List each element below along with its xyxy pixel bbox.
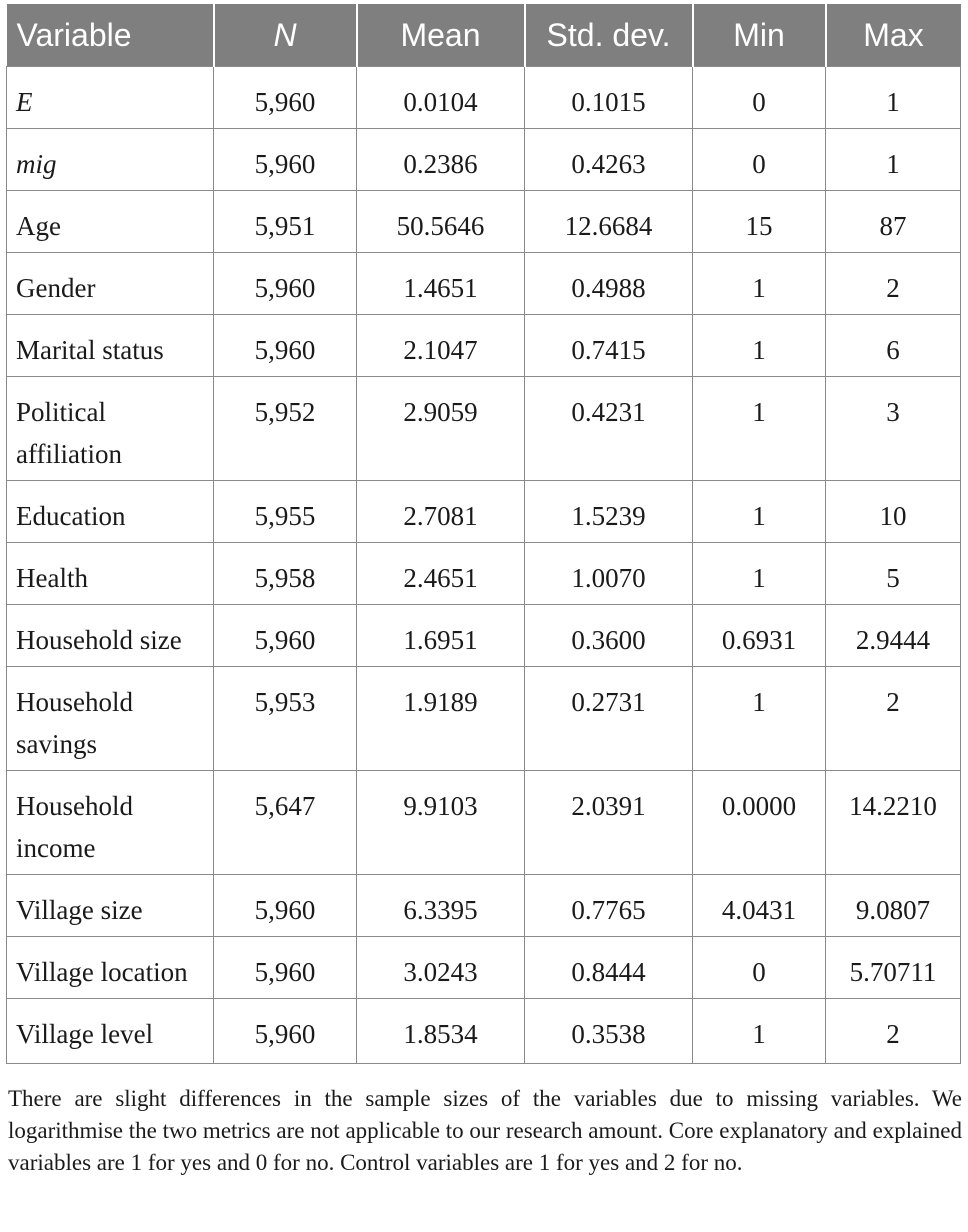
- table-row: [7, 191, 961, 253]
- table-row: [7, 481, 961, 543]
- table-row: [7, 543, 961, 605]
- table-row: [7, 377, 961, 481]
- cell-max: 10: [826, 481, 961, 543]
- cell-min: 1: [693, 481, 826, 543]
- cell-min: 1: [693, 315, 826, 377]
- cell-mean: 0.2386: [357, 129, 525, 191]
- cell-n: 5,955: [214, 481, 357, 543]
- cell-mean: 2.9059: [357, 377, 525, 481]
- cell-min: 0: [693, 129, 826, 191]
- cell-n: 5,960: [214, 253, 357, 315]
- cell-min: 1: [693, 253, 826, 315]
- header-min: Min: [693, 4, 826, 67]
- cell-variable: Political affiliation: [7, 377, 214, 481]
- cell-n: 5,960: [214, 129, 357, 191]
- cell-variable: Village location: [7, 937, 214, 999]
- header-std-dev: Std. dev.: [525, 4, 693, 67]
- cell-std-dev: 0.1015: [525, 67, 693, 129]
- cell-max: 1: [826, 129, 961, 191]
- cell-variable: Village level: [7, 999, 214, 1064]
- cell-mean: 3.0243: [357, 937, 525, 999]
- cell-variable: mig: [7, 129, 214, 191]
- cell-n: 5,960: [214, 937, 357, 999]
- cell-max: 87: [826, 191, 961, 253]
- cell-std-dev: 2.0391: [525, 771, 693, 875]
- cell-mean: 9.9103: [357, 771, 525, 875]
- cell-min: 0.0000: [693, 771, 826, 875]
- cell-min: 15: [693, 191, 826, 253]
- cell-std-dev: 0.4231: [525, 377, 693, 481]
- cell-std-dev: 0.2731: [525, 667, 693, 771]
- cell-variable: Household savings: [7, 667, 214, 771]
- cell-std-dev: 0.8444: [525, 937, 693, 999]
- cell-min: 1: [693, 999, 826, 1064]
- cell-min: 1: [693, 377, 826, 481]
- cell-n: 5,952: [214, 377, 357, 481]
- cell-std-dev: 1.5239: [525, 481, 693, 543]
- cell-max: 2: [826, 253, 961, 315]
- cell-min: 0: [693, 937, 826, 999]
- cell-mean: 1.8534: [357, 999, 525, 1064]
- table-row: [7, 771, 961, 875]
- descriptive-statistics-table: [6, 4, 961, 1064]
- header-variable: Variable: [7, 4, 214, 67]
- cell-n: 5,960: [214, 605, 357, 667]
- cell-mean: 2.1047: [357, 315, 525, 377]
- cell-max: 2: [826, 667, 961, 771]
- cell-mean: 50.5646: [357, 191, 525, 253]
- cell-max: 5.70711: [826, 937, 961, 999]
- cell-mean: 1.6951: [357, 605, 525, 667]
- cell-std-dev: 0.7415: [525, 315, 693, 377]
- table-header-row: [7, 4, 961, 67]
- table-row: [7, 605, 961, 667]
- cell-std-dev: 12.6684: [525, 191, 693, 253]
- cell-variable: E: [7, 67, 214, 129]
- cell-min: 1: [693, 667, 826, 771]
- cell-max: 3: [826, 377, 961, 481]
- table-row: [7, 315, 961, 377]
- cell-n: 5,960: [214, 315, 357, 377]
- header-n: N: [214, 4, 357, 67]
- cell-std-dev: 1.0070: [525, 543, 693, 605]
- cell-mean: 1.9189: [357, 667, 525, 771]
- cell-variable: Household size: [7, 605, 214, 667]
- cell-min: 4.0431: [693, 875, 826, 937]
- cell-min: 0.6931: [693, 605, 826, 667]
- cell-n: 5,951: [214, 191, 357, 253]
- cell-variable: Health: [7, 543, 214, 605]
- cell-max: 5: [826, 543, 961, 605]
- cell-n: 5,647: [214, 771, 357, 875]
- cell-n: 5,953: [214, 667, 357, 771]
- header-max: Max: [826, 4, 961, 67]
- table-row: [7, 937, 961, 999]
- cell-variable: Household income: [7, 771, 214, 875]
- cell-variable: Education: [7, 481, 214, 543]
- cell-variable: Village size: [7, 875, 214, 937]
- cell-variable: Age: [7, 191, 214, 253]
- table-row: [7, 253, 961, 315]
- cell-std-dev: 0.3538: [525, 999, 693, 1064]
- header-mean: Mean: [357, 4, 525, 67]
- cell-max: 2.9444: [826, 605, 961, 667]
- cell-n: 5,960: [214, 999, 357, 1064]
- cell-mean: 2.4651: [357, 543, 525, 605]
- table-row: [7, 67, 961, 129]
- cell-n: 5,960: [214, 67, 357, 129]
- cell-max: 1: [826, 67, 961, 129]
- cell-std-dev: 0.4988: [525, 253, 693, 315]
- cell-mean: 6.3395: [357, 875, 525, 937]
- table-row: [7, 667, 961, 771]
- cell-max: 14.2210: [826, 771, 961, 875]
- cell-max: 6: [826, 315, 961, 377]
- cell-min: 1: [693, 543, 826, 605]
- cell-mean: 1.4651: [357, 253, 525, 315]
- cell-std-dev: 0.7765: [525, 875, 693, 937]
- cell-std-dev: 0.4263: [525, 129, 693, 191]
- cell-variable: Gender: [7, 253, 214, 315]
- table-footnote: There are slight differences in the sample sizes of the variables due to missing variables. We logarithmise the two metrics are not applicable to our research amount. Core explanatory and explained variables are 1 for yes and 0 for no. Control variables are 1 for yes and 2 for no.: [8, 1086, 962, 1175]
- cell-n: 5,958: [214, 543, 357, 605]
- cell-max: 2: [826, 999, 961, 1064]
- cell-std-dev: 0.3600: [525, 605, 693, 667]
- cell-min: 0: [693, 67, 826, 129]
- table-row: [7, 129, 961, 191]
- table-row: [7, 999, 961, 1064]
- cell-max: 9.0807: [826, 875, 961, 937]
- cell-mean: 2.7081: [357, 481, 525, 543]
- cell-n: 5,960: [214, 875, 357, 937]
- cell-variable: Marital status: [7, 315, 214, 377]
- table-row: [7, 875, 961, 937]
- cell-mean: 0.0104: [357, 67, 525, 129]
